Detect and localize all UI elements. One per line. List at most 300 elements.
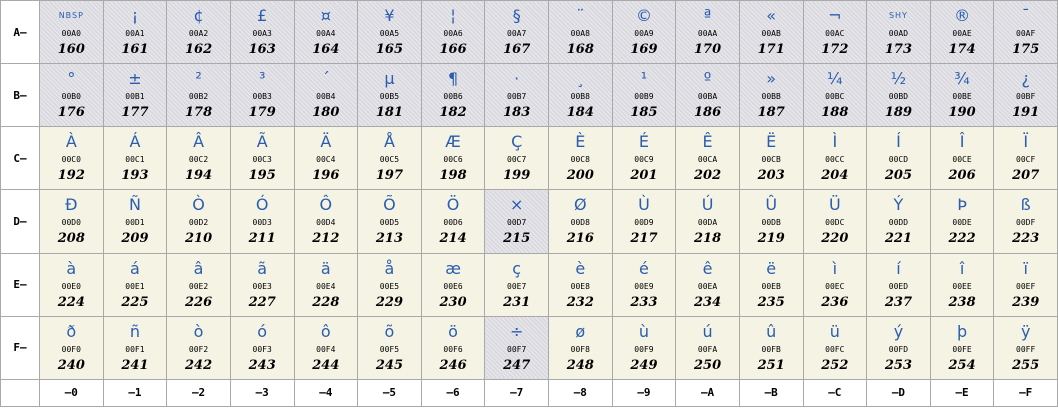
char-cell[interactable] [803,127,867,190]
char-cell[interactable] [549,64,613,127]
char-hex-code: 00AA [697,29,718,38]
char-glyph: æ [445,258,461,278]
char-glyph: ³ [258,69,266,89]
char-cell[interactable] [421,253,485,316]
char-hex-code: 00BA [697,92,718,102]
char-glyph: « [766,6,777,25]
char-cell[interactable] [930,316,994,379]
char-glyph: Ø [574,195,587,215]
char-cell[interactable] [230,316,294,379]
char-decimal-code: 203 [757,168,785,184]
char-glyph: ó [257,321,268,341]
column-label: –1 [103,379,167,406]
char-decimal-code: 234 [693,294,722,310]
char-glyph: ¥ [384,6,395,25]
char-glyph: ï [1023,258,1028,278]
char-glyph: Â [193,132,205,152]
char-decimal-code: 210 [184,231,213,247]
char-cell[interactable] [930,127,994,190]
char-hex-code: 00A7 [507,29,527,38]
char-hex-code: 00F3 [252,344,272,354]
char-cell[interactable] [803,1,867,64]
char-decimal-code: 241 [121,357,149,373]
char-cell[interactable] [485,190,549,253]
char-cell[interactable] [358,316,422,379]
row-label: C– [1,127,40,190]
char-hex-code: 00FB [761,344,781,354]
char-decimal-code: 228 [312,294,340,310]
char-cell[interactable] [676,1,740,64]
char-cell[interactable] [676,64,740,127]
char-cell[interactable] [994,316,1058,379]
char-decimal-code: 246 [439,357,467,373]
char-hex-code: 00AF [1016,29,1036,38]
char-cell[interactable] [867,316,931,379]
char-decimal-code: 245 [375,357,403,373]
char-hex-code: 00B2 [188,92,209,102]
char-decimal-code: 218 [693,231,722,247]
char-hex-code: 00D9 [634,218,654,228]
char-glyph: ¡ [131,6,139,25]
char-decimal-code: 174 [948,42,976,57]
char-row [1,127,1058,190]
char-cell[interactable] [612,1,676,64]
char-decimal-code: 173 [884,42,912,57]
char-glyph: ¼ [827,69,843,89]
char-cell[interactable] [294,64,358,127]
char-glyph: ¢ [193,6,204,25]
char-glyph: ä [320,258,331,278]
char-glyph: ¾ [954,69,970,89]
char-hex-code: 00DE [952,218,972,228]
char-glyph: Ý [893,195,904,215]
char-glyph: í [896,258,901,278]
char-glyph: à [66,258,77,278]
column-label: –2 [167,379,231,406]
char-decimal-code: 181 [375,105,403,121]
column-label: –4 [294,379,358,406]
char-cell[interactable] [358,127,422,190]
char-glyph: ¸ [576,69,585,89]
char-decimal-code: 229 [375,294,403,310]
char-hex-code: 00CC [825,155,845,165]
column-label-row [1,379,1058,406]
char-glyph: SHY [888,11,908,20]
char-hex-code: 00FE [952,344,972,354]
char-glyph: ß [1020,195,1031,215]
char-decimal-code: 244 [312,357,340,373]
char-cell[interactable] [294,316,358,379]
char-hex-code: 00EE [952,281,972,291]
char-cell[interactable] [103,127,167,190]
char-cell[interactable] [103,316,167,379]
char-cell[interactable] [994,253,1058,316]
char-hex-code: 00EA [697,281,718,291]
char-cell[interactable] [612,127,676,190]
char-glyph: § [512,6,521,25]
char-hex-code: 00EB [761,281,781,291]
char-glyph: Ò [192,195,205,215]
char-decimal-code: 163 [248,42,276,57]
char-cell[interactable] [230,1,294,64]
char-cell[interactable] [803,316,867,379]
char-cell[interactable] [358,190,422,253]
char-hex-code: 00A5 [379,29,400,38]
char-glyph: á [130,258,140,278]
char-cell[interactable] [612,316,676,379]
char-glyph: Ç [511,132,523,152]
char-glyph: ª [703,6,712,25]
char-glyph: ö [448,321,458,341]
char-decimal-code: 202 [693,168,722,184]
char-hex-code: 00F5 [379,344,400,354]
char-cell[interactable] [930,190,994,253]
char-cell[interactable] [103,253,167,316]
char-cell[interactable] [867,64,931,127]
char-cell[interactable] [930,253,994,316]
char-cell[interactable] [358,64,422,127]
char-decimal-code: 201 [630,168,658,184]
char-glyph: ½ [890,69,907,89]
char-cell[interactable] [421,127,485,190]
char-hex-code: 00F6 [443,344,463,354]
char-hex-code: 00D1 [125,218,145,228]
char-glyph: ë [766,258,777,278]
char-cell[interactable] [230,64,294,127]
char-decimal-code: 252 [821,357,849,373]
char-decimal-code: 196 [312,168,340,184]
char-cell[interactable] [103,64,167,127]
char-decimal-code: 182 [439,105,467,121]
char-decimal-code: 185 [630,105,658,121]
char-glyph: Ó [255,195,269,215]
char-cell[interactable] [294,1,358,64]
char-decimal-code: 247 [503,357,531,373]
char-cell[interactable] [739,127,803,190]
row-label: A– [1,1,40,64]
char-hex-code: 00C5 [379,155,400,165]
char-cell[interactable] [739,190,803,253]
char-decimal-code: 232 [566,294,594,310]
char-cell[interactable] [549,253,613,316]
char-cell[interactable] [803,64,867,127]
char-row [1,253,1058,316]
char-cell[interactable] [994,64,1058,127]
char-cell[interactable] [867,190,931,253]
char-cell[interactable] [40,64,104,127]
char-cell[interactable] [421,190,485,253]
char-decimal-code: 197 [375,168,403,184]
char-hex-code: 00F7 [507,344,527,354]
char-cell[interactable] [294,127,358,190]
char-hex-code: 00E8 [570,281,590,291]
char-hex-code: 00A8 [570,29,590,38]
char-glyph: À [65,132,77,152]
char-decimal-code: 254 [948,357,976,373]
char-decimal-code: 219 [757,231,785,247]
char-cell[interactable] [739,1,803,64]
char-glyph: ô [320,321,331,341]
char-cell[interactable] [421,64,485,127]
char-decimal-code: 235 [757,294,785,310]
char-decimal-code: 187 [757,105,785,121]
char-glyph: ¿ [1021,69,1030,89]
char-glyph: ã [257,258,268,278]
char-hex-code: 00AE [952,29,972,38]
char-cell[interactable] [103,190,167,253]
column-label: –8 [549,379,613,406]
char-hex-code: 00E7 [507,281,527,291]
char-hex-code: 00CD [888,155,909,165]
char-decimal-code: 183 [503,105,531,121]
char-cell[interactable] [167,127,231,190]
char-glyph: Ö [446,195,460,215]
char-glyph: Ë [766,132,777,152]
char-cell[interactable] [549,1,613,64]
char-decimal-code: 230 [439,294,467,310]
char-hex-code: 00E4 [316,281,336,291]
char-decimal-code: 224 [57,294,85,310]
char-cell[interactable] [485,64,549,127]
char-decimal-code: 191 [1012,105,1040,121]
char-hex-code: 00CE [952,155,972,165]
char-glyph: Í [896,132,901,152]
char-cell[interactable] [930,64,994,127]
char-decimal-code: 179 [248,105,276,121]
char-cell[interactable] [549,316,613,379]
char-glyph: º [703,69,712,89]
char-glyph: Ù [638,195,650,215]
char-glyph: Æ [445,132,461,152]
char-cell[interactable] [612,253,676,316]
char-glyph: ´ [321,69,330,89]
char-glyph: é [639,258,649,278]
char-cell[interactable] [421,1,485,64]
char-cell[interactable] [40,127,104,190]
char-cell[interactable] [485,253,549,316]
char-cell[interactable] [485,1,549,64]
char-glyph: Õ [383,195,396,215]
char-hex-code: 00F4 [316,344,336,354]
char-hex-code: 00BC [825,92,845,102]
char-cell[interactable] [167,1,231,64]
char-glyph: þ [956,321,968,341]
char-cell[interactable] [994,190,1058,253]
char-cell[interactable] [230,190,294,253]
char-cell[interactable] [676,316,740,379]
char-decimal-code: 215 [503,231,531,247]
char-glyph: ° [67,69,76,89]
char-decimal-code: 168 [566,42,594,57]
char-cell[interactable] [803,190,867,253]
column-label: –B [739,379,803,406]
char-hex-code: 00BB [761,92,781,102]
char-cell[interactable] [230,127,294,190]
char-decimal-code: 209 [121,231,149,247]
char-decimal-code: 208 [57,231,85,247]
char-glyph: Ð [65,195,78,215]
char-glyph: Ê [702,132,713,152]
char-decimal-code: 238 [948,294,976,310]
char-hex-code: 00D8 [570,218,590,228]
char-hex-code: 00A1 [125,29,145,38]
char-glyph: Ñ [128,195,141,215]
char-cell[interactable] [549,127,613,190]
char-hex-code: 00FD [888,344,909,354]
char-hex-code: 00DF [1016,218,1036,228]
char-cell[interactable] [676,190,740,253]
char-hex-code: 00B5 [379,92,400,102]
char-cell[interactable] [358,253,422,316]
char-hex-code: 00BF [1016,92,1036,102]
char-hex-code: 00C3 [252,155,272,165]
char-decimal-code: 242 [184,357,213,373]
char-decimal-code: 237 [884,294,912,310]
char-decimal-code: 205 [884,168,912,184]
char-glyph: Ú [701,195,714,215]
char-cell[interactable] [612,64,676,127]
char-cell[interactable] [421,316,485,379]
char-decimal-code: 220 [821,231,849,247]
char-hex-code: 00D7 [507,218,527,228]
char-decimal-code: 170 [693,42,722,57]
char-cell[interactable] [294,253,358,316]
char-glyph: Å [383,132,395,152]
row-label: B– [1,64,40,127]
char-hex-code: 00B9 [634,92,654,102]
char-cell[interactable] [867,1,931,64]
char-glyph: ¤ [320,6,331,25]
char-cell[interactable] [103,1,167,64]
char-glyph: Ã [256,132,268,152]
char-hex-code: 00AD [888,29,909,38]
char-decimal-code: 165 [375,42,403,57]
column-label: –7 [485,379,549,406]
char-decimal-code: 214 [439,231,467,247]
char-glyph: ÿ [1020,321,1031,341]
column-label: –3 [230,379,294,406]
char-cell[interactable] [358,1,422,64]
char-cell[interactable] [167,64,231,127]
char-decimal-code: 213 [375,231,403,247]
char-decimal-code: 190 [948,105,976,121]
char-glyph: © [635,6,652,25]
char-glyph: ý [893,321,904,341]
char-cell[interactable] [40,316,104,379]
row-label: F– [1,316,40,379]
char-decimal-code: 226 [184,294,213,310]
char-decimal-code: 227 [248,294,276,310]
char-glyph: Ô [319,195,333,215]
char-hex-code: 00E9 [634,281,654,291]
char-hex-code: 00C7 [507,155,527,165]
char-decimal-code: 249 [630,357,658,373]
char-hex-code: 00BD [888,92,909,102]
char-cell[interactable] [930,1,994,64]
char-cell[interactable] [994,1,1058,64]
char-cell[interactable] [485,316,549,379]
char-glyph: ñ [129,321,140,341]
char-hex-code: 00D6 [443,218,463,228]
character-grid [1,1,1058,407]
char-glyph: ¨ [576,6,585,25]
char-hex-code: 00C1 [125,155,145,165]
char-hex-code: 00E2 [188,281,209,291]
char-glyph: â [193,258,204,278]
char-cell[interactable] [739,316,803,379]
char-decimal-code: 169 [630,42,658,57]
char-cell[interactable] [485,127,549,190]
char-glyph: × [509,195,524,215]
char-cell[interactable] [803,253,867,316]
char-hex-code: 00A4 [316,29,336,38]
char-decimal-code: 204 [821,168,849,184]
char-glyph: ¯ [1021,6,1030,25]
char-hex-code: 00E5 [379,281,400,291]
char-decimal-code: 222 [948,231,976,247]
char-cell[interactable] [739,253,803,316]
char-glyph: ù [638,321,649,341]
char-hex-code: 00DD [888,218,909,228]
char-glyph: Û [765,195,778,215]
char-cell[interactable] [167,190,231,253]
char-glyph: î [959,258,965,278]
column-label: –0 [40,379,104,406]
char-cell[interactable] [294,190,358,253]
char-hex-code: 00B4 [316,92,336,102]
char-glyph: û [766,321,777,341]
char-glyph: ± [128,69,142,89]
char-glyph: Þ [957,195,967,215]
char-cell[interactable] [40,190,104,253]
char-cell[interactable] [867,253,931,316]
char-cell[interactable] [40,1,104,64]
char-decimal-code: 248 [566,357,594,373]
char-hex-code: 00DC [825,218,845,228]
char-row [1,316,1058,379]
char-cell[interactable] [167,253,231,316]
char-hex-code: 00E6 [443,281,463,291]
char-hex-code: 00EF [1016,281,1036,291]
char-hex-code: 00B1 [125,92,145,102]
char-decimal-code: 184 [566,105,594,121]
char-cell[interactable] [676,127,740,190]
char-decimal-code: 200 [566,168,594,184]
char-decimal-code: 221 [884,231,912,247]
char-hex-code: 00C2 [188,155,209,165]
char-hex-code: 00E3 [252,281,272,291]
column-label: –6 [421,379,485,406]
char-hex-code: 00C8 [570,155,590,165]
char-cell[interactable] [867,127,931,190]
char-cell[interactable] [549,190,613,253]
char-glyph: Ü [828,195,841,215]
char-cell[interactable] [167,316,231,379]
char-cell[interactable] [676,253,740,316]
char-cell[interactable] [40,253,104,316]
char-glyph: È [575,132,586,152]
column-label: –D [867,379,931,406]
char-cell[interactable] [994,127,1058,190]
char-decimal-code: 189 [884,105,912,121]
char-cell[interactable] [230,253,294,316]
char-cell[interactable] [739,64,803,127]
char-decimal-code: 236 [821,294,849,310]
char-decimal-code: 162 [184,42,213,57]
char-cell[interactable] [612,190,676,253]
char-decimal-code: 160 [57,42,85,57]
char-hex-code: 00D3 [252,218,272,228]
